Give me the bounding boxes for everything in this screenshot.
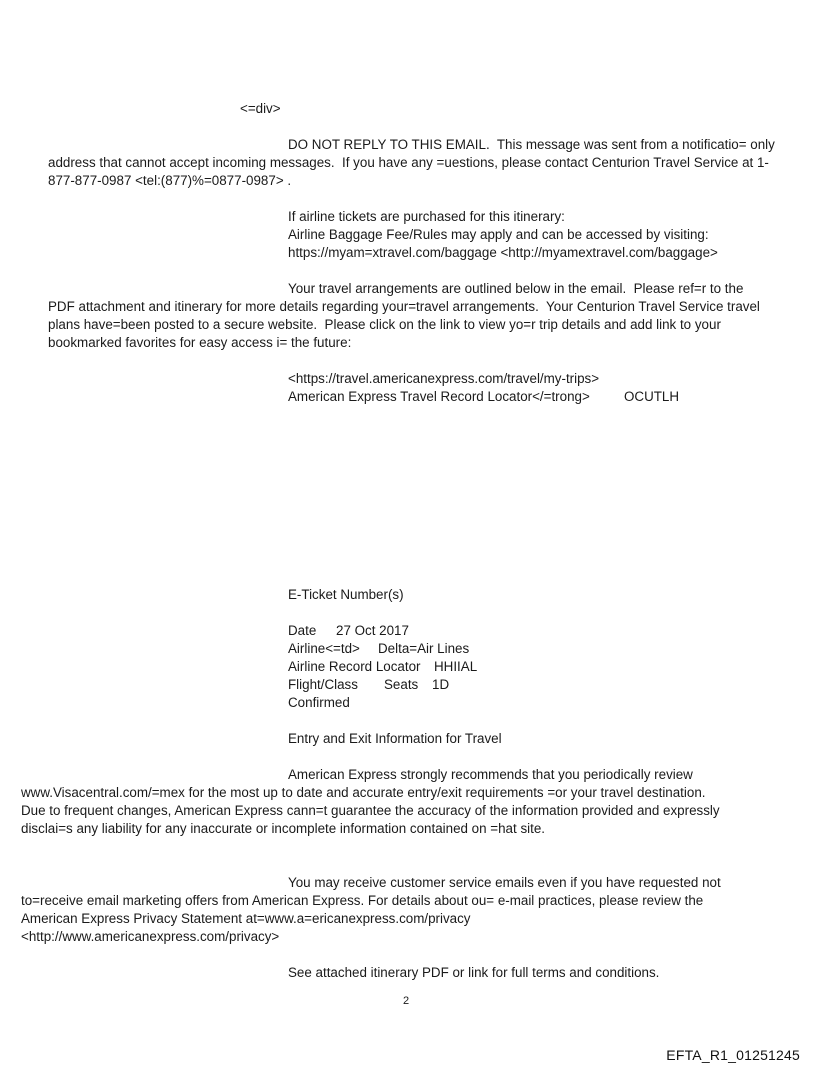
notice-line: DO NOT REPLY TO THIS EMAIL. This message was sent from a notificatio= only xyxy=(288,137,775,152)
marketing-line: You may receive customer service emails even if you have requested not xyxy=(288,875,721,890)
status-text: Confirmed xyxy=(288,695,350,710)
arrangements-line: bookmarked favorites for easy access i= the future: xyxy=(48,335,352,350)
arrangements-line: PDF attachment and itinerary for more details regarding your=travel arrangements. Your Centurion Travel Service travel xyxy=(48,299,760,314)
document-id: EFTA_R1_01251245 xyxy=(666,1047,800,1063)
arrangements-line: plans have=been posted to a secure website. Please click on the link to view yo=r trip details and add link to your xyxy=(48,317,721,332)
entry-exit-line: Due to frequent changes, American Express cann=t guarantee the accuracy of the information provided and expressly xyxy=(21,803,720,818)
entry-exit-line: www.Visacentral.com/=mex for the most up to date and accurate entry/exit requirements =or your travel destination. xyxy=(21,785,706,800)
date-value: 27 Oct 2017 xyxy=(336,623,409,638)
marketing-line: American Express Privacy Statement at=www.a=ericanexpress.com/privacy xyxy=(21,911,471,926)
baggage-line: Airline Baggage Fee/Rules may apply and can be accessed by visiting: xyxy=(288,227,709,242)
notice-line: 877-877-0987 <tel:(877)%=0877-0987> . xyxy=(48,173,292,188)
my-trips-link[interactable]: <https://travel.americanexpress.com/travel/my-trips> xyxy=(288,371,600,386)
airline-value: Delta=Air Lines xyxy=(378,641,470,656)
airline-label: Airline<=td> xyxy=(288,641,360,656)
seats-label: Seats xyxy=(384,677,419,692)
privacy-link[interactable]: <http://www.americanexpress.com/privacy> xyxy=(21,929,280,944)
airline-record-label: Airline Record Locator xyxy=(288,659,421,674)
entry-exit-line: American Express strongly recommends that you periodically review xyxy=(288,767,693,782)
div-tag: <=div> xyxy=(240,101,281,116)
page-number: 2 xyxy=(403,995,410,1007)
baggage-line: If airline tickets are purchased for this itinerary: xyxy=(288,209,565,224)
marketing-line: to=receive email marketing offers from American Express. For details about ou= e-mail practices, please review the xyxy=(21,893,704,908)
eticket-heading: E-Ticket Number(s) xyxy=(288,587,404,602)
record-locator-value: OCUTLH xyxy=(624,389,680,404)
terms-text: See attached itinerary PDF or link for full terms and conditions. xyxy=(288,965,660,980)
date-label: Date xyxy=(288,623,317,638)
notice-line: address that cannot accept incoming messages. If you have any =uestions, please contact Centurion Travel Service at 1- xyxy=(48,155,769,170)
arrangements-line: Your travel arrangements are outlined below in the email. Please ref=r to the xyxy=(288,281,744,296)
baggage-link[interactable]: https://myam=xtravel.com/baggage <http://myamextravel.com/baggage> xyxy=(288,245,718,260)
seats-value: 1D xyxy=(432,677,450,692)
flight-class-label: Flight/Class xyxy=(288,677,358,692)
airline-record-value: HHIIAL xyxy=(434,659,478,674)
record-locator-label: American Express Travel Record Locator</=trong> xyxy=(288,389,590,404)
entry-exit-heading: Entry and Exit Information for Travel xyxy=(288,731,502,746)
entry-exit-line: disclai=s any liability for any inaccurate or incomplete information contained on =hat site. xyxy=(21,821,546,836)
